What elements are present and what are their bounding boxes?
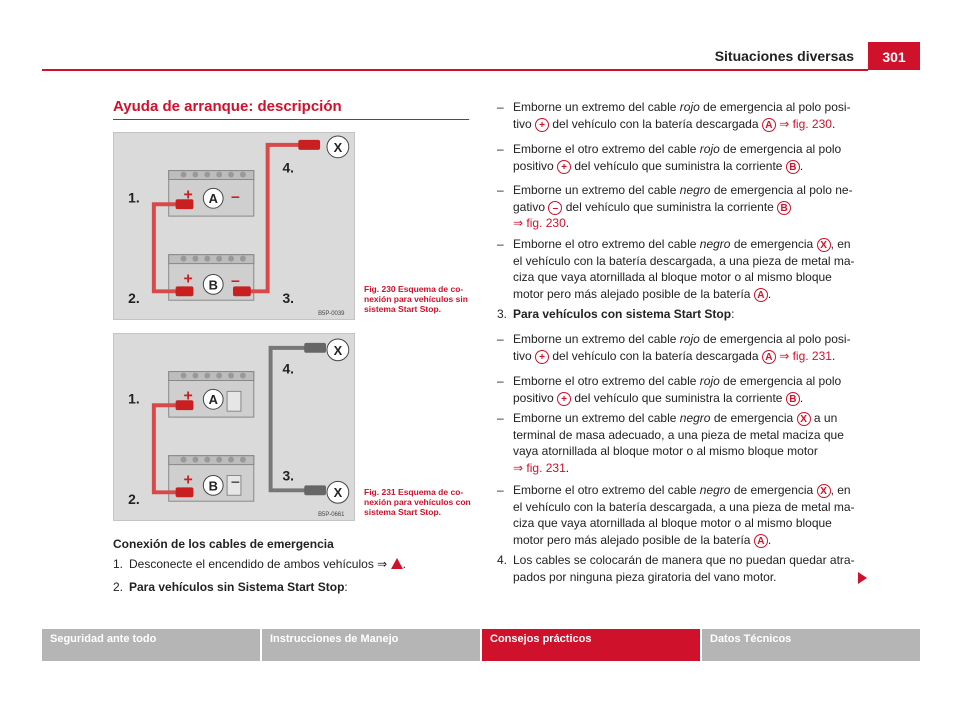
label-4: 4. [282, 159, 295, 176]
label-3: 3. [282, 467, 295, 484]
step-1: 1. Desconecte el encendido de ambos vehículos ⇒ . [113, 557, 406, 571]
battery-b-key-icon: B [786, 160, 800, 174]
bullet-dash: – [497, 237, 504, 251]
clamp-3 [304, 485, 326, 495]
footer-tab-seguridad[interactable]: Seguridad ante todo [42, 629, 260, 661]
step-text: Desconecte el encendido de ambos vehículos ⇒ [129, 557, 388, 571]
footer-tab-datos[interactable]: Datos Técnicos [702, 629, 920, 661]
fig-230-link[interactable]: ⇒ fig. 230 [779, 116, 832, 131]
battery-b-key-icon: B [786, 392, 800, 406]
figure-231-diagram [113, 333, 355, 521]
label-x-top: X [333, 342, 343, 358]
label-1: 1. [128, 390, 140, 407]
label-2: 2. [128, 290, 140, 307]
step-text: Para vehículos con sistema Start Stop [513, 307, 732, 321]
label-a: A [208, 392, 218, 408]
label-b: B [208, 277, 218, 293]
plus-key-icon: + [535, 350, 549, 364]
plus-key-icon: + [535, 118, 549, 132]
caption-number: Fig. 230 [364, 284, 396, 294]
article-title-rule [113, 119, 469, 120]
figure-code: B5P-0661 [318, 512, 345, 519]
clamp-2 [176, 286, 194, 296]
ground-x-key-icon: X [797, 412, 811, 426]
footer-nav [42, 629, 920, 661]
label-x: X [333, 139, 343, 155]
label-a: A [208, 191, 218, 207]
bullet-dash: – [497, 332, 504, 346]
svg-text:+: + [183, 471, 193, 489]
connection-heading: Conexión de los cables de emergencia [113, 537, 334, 551]
label-x-bottom: X [333, 485, 343, 501]
instruction-step-4 [497, 552, 862, 585]
clamp-4 [298, 140, 320, 150]
label-4: 4. [282, 360, 295, 377]
svg-text:+: + [183, 270, 193, 288]
caption-text: Esquema de co-nexión para vehículos con sistema Start Stop. [364, 487, 471, 517]
jump-start-diagram-without-start-stop [114, 133, 354, 319]
article-title: Ayuda de arranque: descripción [113, 98, 342, 115]
battery-a-key-icon: A [754, 534, 768, 548]
clamp-4 [304, 343, 326, 353]
jump-start-diagram-with-start-stop [114, 334, 354, 520]
label-1: 1. [128, 189, 140, 206]
svg-text:–: – [231, 188, 240, 206]
battery-b-key-icon: B [777, 201, 791, 215]
caption-number: Fig. 231 [364, 487, 396, 497]
step-colon: : [344, 580, 348, 594]
warning-triangle-icon[interactable] [391, 558, 403, 569]
bullet-dash: – [497, 411, 504, 425]
instruction-2: – Emborne el otro extremo del cable rojo de emergencia al polo positivo + del vehículo que suministra la corriente B . [497, 142, 842, 173]
svg-text:–: – [231, 272, 240, 290]
instruction-step-3: 3. Para vehículos con sistema Start Stop: [497, 307, 735, 321]
bullet-dash: – [497, 374, 504, 388]
instruction-8: – Emborne el otro extremo del cable negro de emergencia X , en el vehículo con la batería descargada, a una pieza de metal ma-ciza que vaya atornillada al bloque motor o al mismo bloque motor pero más alejado posible de la batería A . [497, 483, 855, 547]
step-number: 2. [113, 580, 124, 594]
figure-230-diagram [113, 132, 355, 320]
battery-a-key-icon: A [754, 288, 768, 302]
fig-230-link[interactable]: ⇒ fig. 230 [513, 216, 566, 230]
bullet-dash: – [497, 483, 504, 497]
ground-x-key-icon: X [817, 484, 831, 498]
step-number: 3. [497, 307, 508, 321]
ground-x-key-icon: X [817, 238, 831, 252]
instruction-5: – Emborne un extremo del cable rojo de emergencia al polo posi- tivo + del vehículo con la batería descargada A ⇒ fig. 231. [497, 332, 851, 363]
battery-a-key-icon: A [762, 118, 776, 132]
section-title: Situaciones diversas [714, 48, 854, 64]
step-text: Los cables se colocarán de manera que no puedan quedar atra-pados por ninguna pieza giratoria del vano motor. [513, 553, 855, 584]
figure-code: B5P-0039 [318, 311, 345, 318]
clamp-2 [176, 487, 194, 497]
fig-231-link[interactable]: ⇒ fig. 231 [779, 348, 832, 363]
step-number: 4. [497, 553, 508, 567]
step-2 [113, 580, 348, 594]
page-number: 301 [868, 42, 920, 70]
instruction-4: – Emborne el otro extremo del cable negro de emergencia X , en el vehículo con la batería descargada, a una pieza de metal ma-ciza que vaya atornillada al bloque motor o al mismo bloque motor pero más alejado posible de la batería A . [497, 237, 855, 301]
figure-231-caption [364, 487, 474, 517]
step-number: 1. [113, 557, 124, 571]
battery-a-key-icon: A [762, 350, 776, 364]
footer-tab-consejos[interactable]: Consejos prácticos [482, 629, 700, 661]
step-text: Para vehículos sin Sistema Start Stop [129, 580, 345, 594]
svg-text:–: – [231, 473, 240, 491]
bullet-dash: – [497, 142, 504, 156]
label-2: 2. [128, 491, 140, 508]
continue-arrow-icon[interactable] [858, 572, 867, 584]
instruction-7: – Emborne un extremo del cable negro de emergencia X a un terminal de masa adecuado, a una pieza de metal maciza que vaya atornillada al bloque motor o al mismo bloque motor ⇒ fig. 231. [497, 411, 844, 475]
svg-text:+: + [183, 186, 193, 204]
instruction-6: – Emborne el otro extremo del cable rojo de emergencia al polo positivo + del vehículo que suministra la corriente B . [497, 374, 842, 405]
fig-231-link[interactable]: ⇒ fig. 231 [513, 460, 566, 475]
label-3: 3. [282, 290, 295, 307]
instruction-3: – Emborne un extremo del cable negro de emergencia al polo ne- gativo – del vehículo que suministra la corriente B ⇒ fig. 230. [497, 183, 853, 230]
plus-key-icon: + [557, 160, 571, 174]
header-divider [42, 69, 868, 71]
bullet-dash: – [497, 100, 504, 114]
label-b: B [208, 478, 218, 494]
plus-key-icon: + [557, 392, 571, 406]
bullet-dash: – [497, 183, 504, 197]
caption-text: Esquema de co-nexión para vehículos sin sistema Start Stop. [364, 284, 468, 314]
figure-230-caption [364, 284, 474, 314]
svg-text:+: + [183, 387, 193, 405]
instruction-1: – Emborne un extremo del cable rojo de emergencia al polo posi- tivo + del vehículo con la batería descargada A ⇒ fig. 230. [497, 100, 851, 131]
minus-key-icon: – [548, 201, 562, 215]
footer-tab-instrucciones[interactable]: Instrucciones de Manejo [262, 629, 480, 661]
